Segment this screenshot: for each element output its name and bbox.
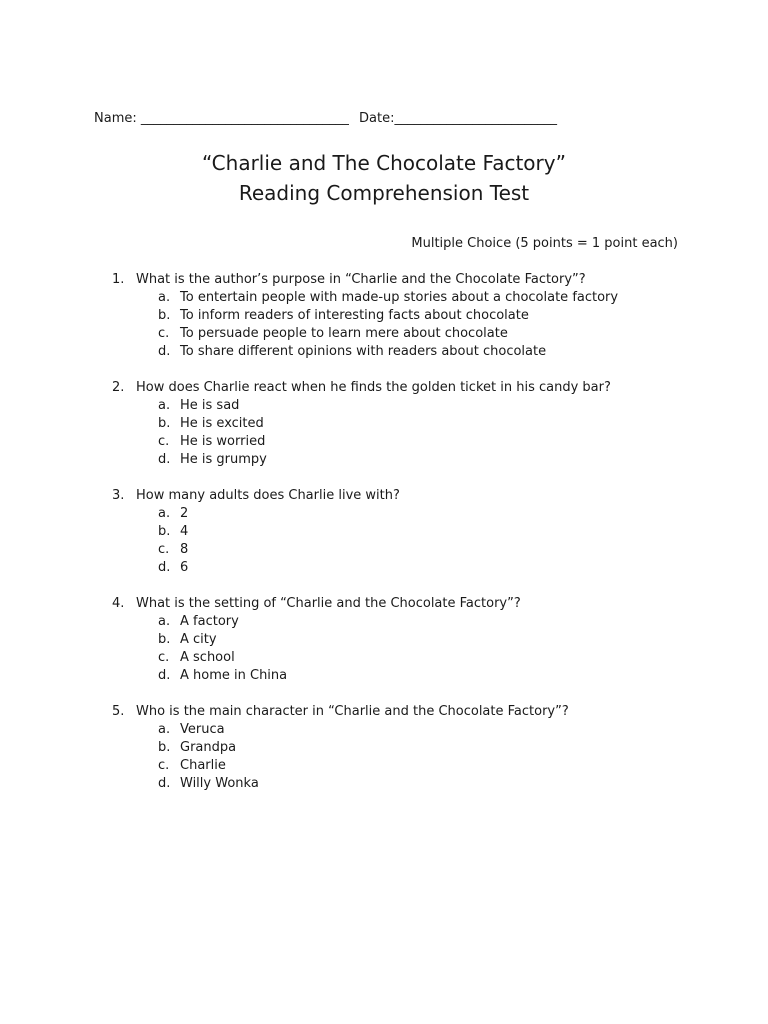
choice-letter: d. [158,668,171,683]
question-item [112,595,712,685]
choice-text: To entertain people with made-up stories about a chocolate factory [180,290,619,305]
answer-choice [158,559,712,577]
choice-list [112,397,712,469]
question-item [112,703,712,793]
question-text [112,379,712,397]
answer-choice [158,415,712,433]
question-prompt: How many adults does Charlie live with? [136,488,400,503]
choice-text: He is excited [180,416,264,431]
question-number: 3. [112,488,125,503]
answer-choice [158,523,712,541]
choice-list [112,721,712,793]
choice-letter: a. [158,614,171,629]
choice-letter: d. [158,344,171,359]
choice-text: A city [180,632,217,647]
answer-choice [158,325,712,343]
question-item [112,487,712,577]
name-date-line [94,111,694,126]
choice-letter: a. [158,722,171,737]
answer-choice [158,343,712,361]
choice-list [112,289,712,361]
choice-letter: b. [158,416,171,431]
answer-choice [158,433,712,451]
choice-text: To share different opinions with readers about chocolate [180,344,547,359]
choice-text: A factory [180,614,239,629]
question-number: 5. [112,704,125,719]
choice-text: A home in China [180,668,288,683]
question-text [112,703,712,721]
answer-choice [158,451,712,469]
answer-choice [158,613,712,631]
choice-text: He is worried [180,434,266,449]
choice-letter: b. [158,308,171,323]
choice-text: To inform readers of interesting facts about chocolate [180,308,529,323]
choice-letter: c. [158,650,170,665]
choice-text: 4 [180,524,189,539]
question-prompt: What is the author’s purpose in “Charlie and the Chocolate Factory”? [136,272,586,287]
page-title [0,148,768,208]
choice-letter: a. [158,398,171,413]
choice-list [112,613,712,685]
answer-choice [158,667,712,685]
choice-text: Veruca [180,722,225,737]
choice-letter: d. [158,776,171,791]
choice-letter: d. [158,452,171,467]
choice-letter: c. [158,542,170,557]
title-line-1: “Charlie and The Chocolate Factory” [202,151,566,175]
choice-text: He is grumpy [180,452,267,467]
section-label: Multiple Choice (5 points = 1 point each) [411,236,678,251]
answer-choice [158,307,712,325]
question-item [112,379,712,469]
choice-letter: c. [158,434,170,449]
answer-choice [158,739,712,757]
answer-choice [158,649,712,667]
choice-letter: a. [158,290,171,305]
choice-list [112,505,712,577]
question-prompt: Who is the main character in “Charlie and the Chocolate Factory”? [136,704,569,719]
answer-choice [158,631,712,649]
choice-text: He is sad [180,398,240,413]
answer-choice [158,397,712,415]
choice-letter: b. [158,632,171,647]
choice-text: Grandpa [180,740,237,755]
question-text [112,595,712,613]
question-prompt: How does Charlie react when he finds the golden ticket in his candy bar? [136,380,611,395]
name-field: Name: ________________________________ [94,111,349,126]
choice-text: 6 [180,560,189,575]
answer-choice [158,721,712,739]
date-field: Date:_________________________ [359,111,557,126]
choice-letter: d. [158,560,171,575]
choice-text: Willy Wonka [180,776,259,791]
answer-choice [158,775,712,793]
answer-choice [158,505,712,523]
answer-choice [158,757,712,775]
title-line-2: Reading Comprehension Test [238,181,530,205]
answer-choice [158,541,712,559]
question-list [112,271,712,811]
choice-letter: b. [158,740,171,755]
question-prompt: What is the setting of “Charlie and the Chocolate Factory”? [136,596,521,611]
answer-choice [158,289,712,307]
choice-text: 8 [180,542,189,557]
question-number: 2. [112,380,125,395]
choice-letter: c. [158,758,170,773]
choice-letter: a. [158,506,171,521]
choice-letter: b. [158,524,171,539]
question-item [112,271,712,361]
question-number: 1. [112,272,125,287]
question-text [112,487,712,505]
question-text [112,271,712,289]
choice-letter: c. [158,326,170,341]
choice-text: 2 [180,506,189,521]
question-number: 4. [112,596,125,611]
choice-text: A school [180,650,235,665]
choice-text: To persuade people to learn mere about chocolate [180,326,508,341]
choice-text: Charlie [180,758,226,773]
